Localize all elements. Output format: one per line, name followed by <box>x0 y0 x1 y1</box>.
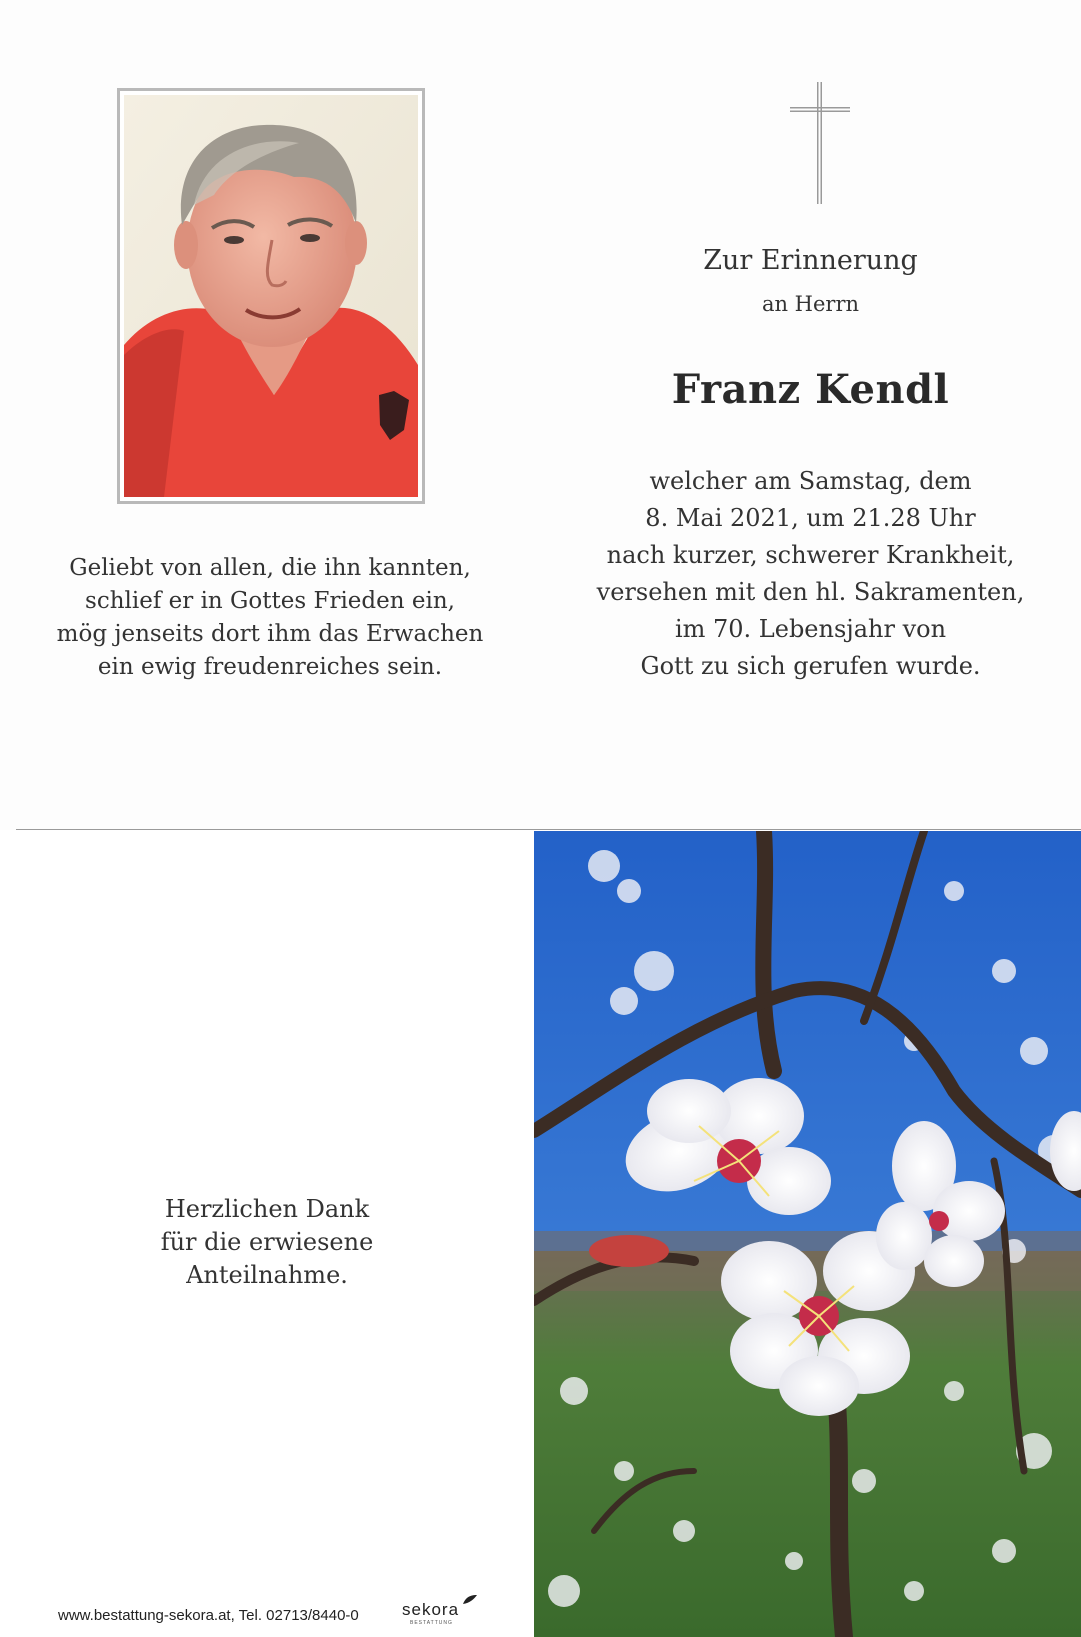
thanks-line: Anteilnahme. <box>186 1261 348 1289</box>
card-front-left <box>0 0 540 830</box>
leaf-icon <box>462 1594 478 1606</box>
announcement-line: versehen mit den hl. Sakramenten, <box>596 578 1025 606</box>
memorial-verse <box>40 552 500 684</box>
intro-heading: Zur Erinnerung <box>703 245 918 276</box>
verse-line: ein ewig freudenreiches sein. <box>97 654 443 680</box>
cross-icon <box>789 80 851 205</box>
thanks-line: für die erwiesene <box>160 1228 374 1256</box>
announcement-line: Gott zu sich gerufen wurde. <box>640 652 981 680</box>
death-announcement <box>540 463 1081 685</box>
deceased-name: Franz Kendl <box>671 366 950 413</box>
verse-line: Geliebt von allen, die ihn kannten, <box>69 555 471 581</box>
logo-subtitle: BESTATTUNG <box>410 1620 453 1626</box>
announcement-line: im 70. Lebensjahr von <box>674 615 947 643</box>
funeral-home-contact: www.bestattung-sekora.at, Tel. 02713/8440-0 <box>58 1607 359 1624</box>
intro-subheading: an Herrn <box>761 292 860 316</box>
verse-line: mög jenseits dort ihm das Erwachen <box>56 621 484 647</box>
portrait-image <box>124 95 418 497</box>
verse-line: schlief er in Gottes Frieden ein, <box>85 588 455 614</box>
card-front-right <box>540 0 1081 830</box>
funeral-home-logo <box>402 1600 460 1626</box>
apricot-blossom-image <box>534 831 1081 1637</box>
fold-divider <box>16 829 1081 830</box>
announcement-line: nach kurzer, schwerer Krankheit, <box>606 541 1015 569</box>
announcement-line: welcher am Samstag, dem <box>649 467 972 495</box>
blossom-photo <box>534 831 1081 1637</box>
portrait-photo <box>117 88 425 504</box>
thanks-line: Herzlichen Dank <box>164 1195 370 1223</box>
thanks-message <box>0 1193 534 1292</box>
logo-wordmark: sekora <box>402 1600 460 1619</box>
announcement-line: 8. Mai 2021, um 21.28 Uhr <box>645 504 976 532</box>
